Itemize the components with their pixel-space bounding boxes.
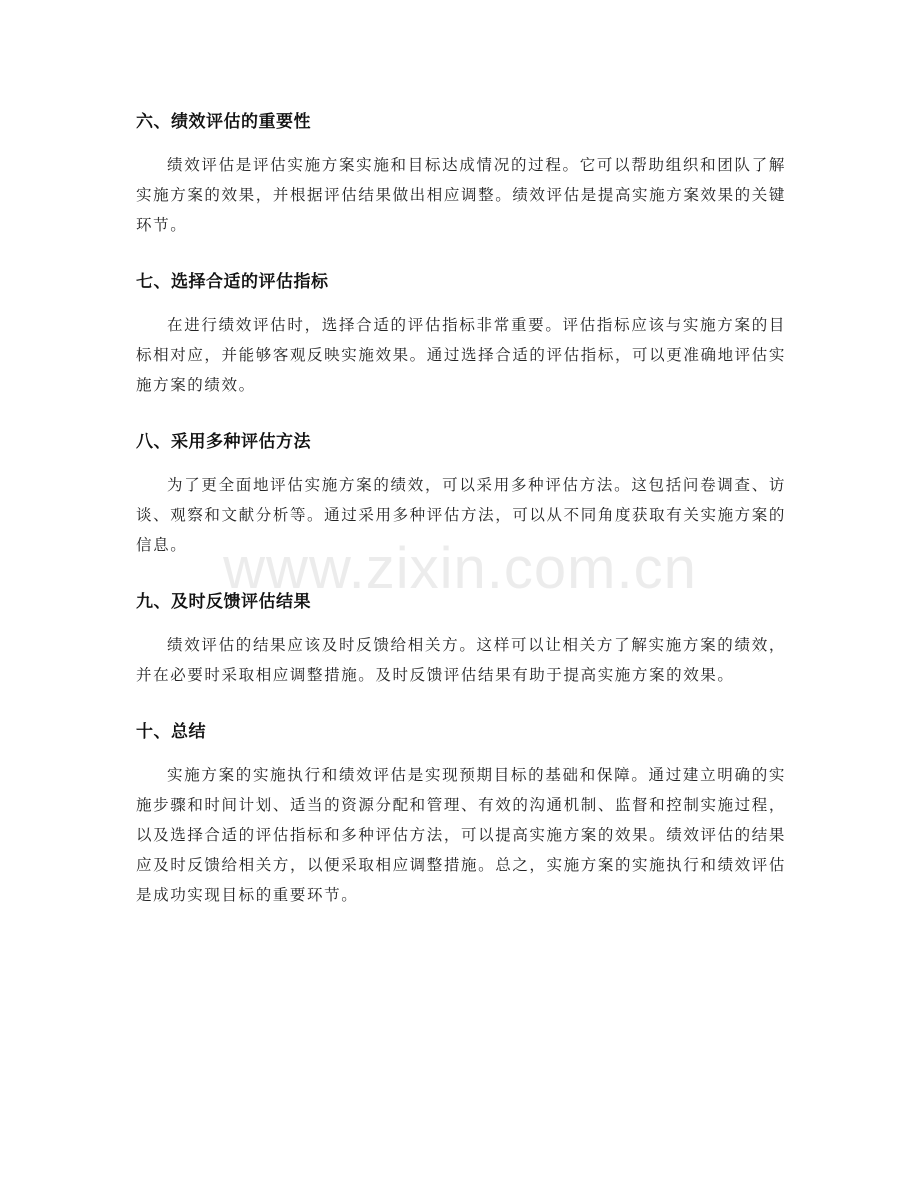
section-paragraph: 绩效评估是评估实施方案实施和目标达成情况的过程。它可以帮助组织和团队了解实施方案的效果，并根据评估结果做出相应调整。绩效评估是提高实施方案效果的关键环节。 [136,156,786,234]
section-heading: 十、总结 [136,722,206,742]
section-heading: 七、选择合适的评估指标 [136,272,329,292]
section-importance [136,104,786,240]
section-paragraph: 在进行绩效评估时，选择合适的评估指标非常重要。评估指标应该与实施方案的目标相对应，并能够客观反映实施效果。通过选择合适的评估指标，可以更准确地评估实施方案的绩效。 [136,316,786,394]
section-heading: 六、绩效评估的重要性 [136,112,311,132]
section-feedback [136,584,786,690]
section-methods [136,424,786,560]
section-summary [136,714,786,910]
watermark: www.zixin.com.cn [223,536,697,601]
document-body [136,104,786,934]
section-indicators [136,264,786,400]
section-paragraph: 为了更全面地评估实施方案的绩效，可以采用多种评估方法。这包括问卷调查、访谈、观察和文献分析等。通过采用多种评估方法，可以从不同角度获取有关实施方案的信息。 [136,476,786,554]
section-heading: 九、及时反馈评估结果 [136,592,311,612]
section-paragraph: 绩效评估的结果应该及时反馈给相关方。这样可以让相关方了解实施方案的绩效，并在必要时采取相应调整措施。及时反馈评估结果有助于提高实施方案的效果。 [136,636,786,684]
section-paragraph: 实施方案的实施执行和绩效评估是实现预期目标的基础和保障。通过建立明确的实施步骤和时间计划、适当的资源分配和管理、有效的沟通机制、监督和控制实施过程，以及选择合适的评估指标和多种评估方法，可以提高实施方案的效果。绩效评估的结果应及时反馈给相关方，以便采取相应调整措施。总之，实施方案的实施执行和绩效评估是成功实现目标的重要环节。 [136,766,786,904]
section-heading: 八、采用多种评估方法 [136,432,311,452]
